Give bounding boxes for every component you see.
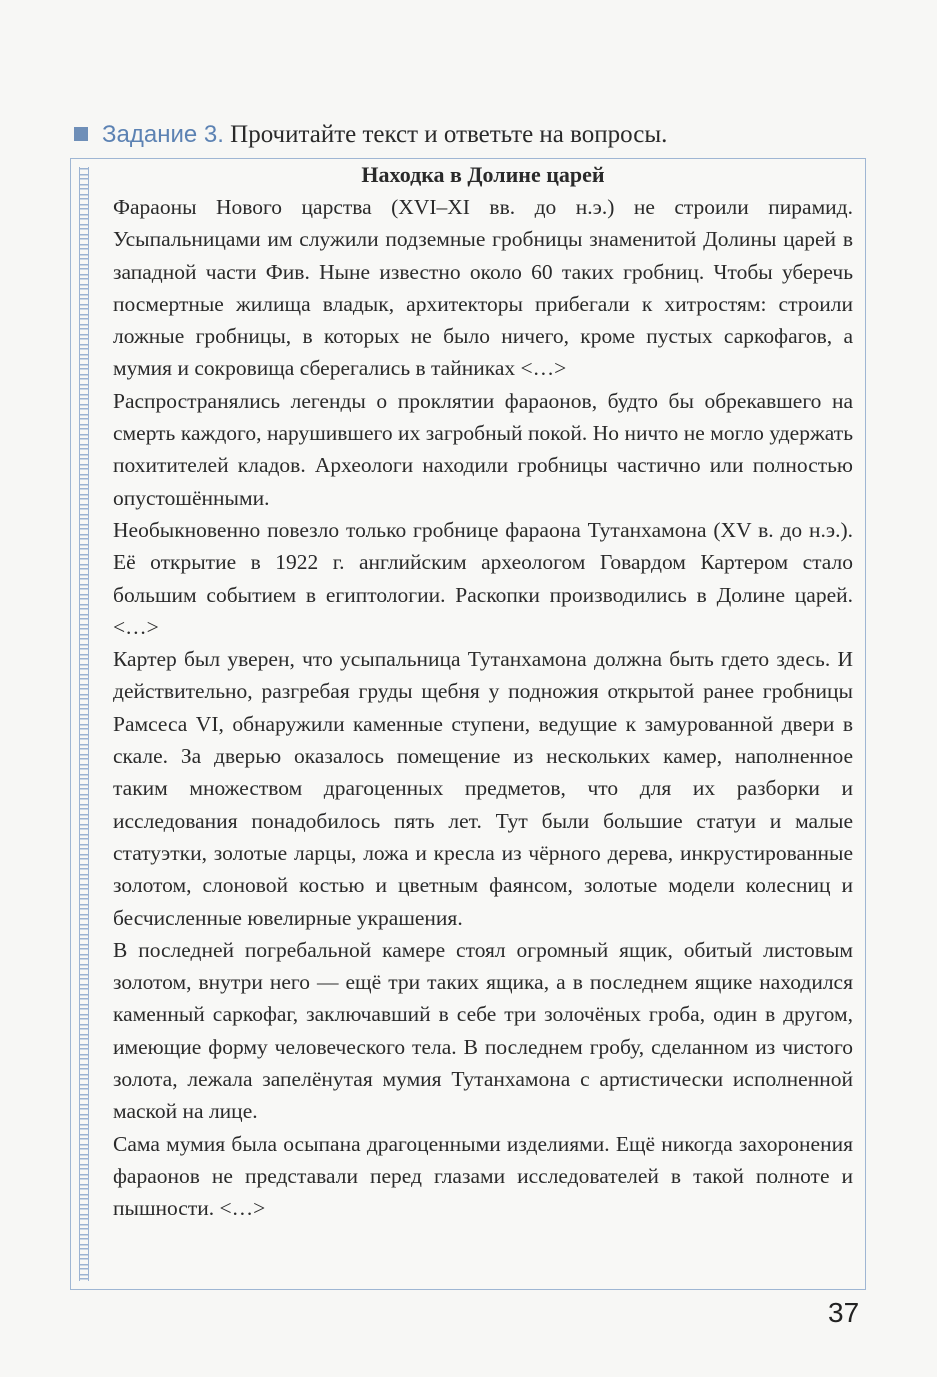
task-label: Задание 3. (102, 121, 224, 148)
task-header (74, 118, 874, 152)
decorative-border-strip (79, 167, 89, 1281)
page-number: 37 (828, 1297, 860, 1328)
article-title: Находка в Долине царей (361, 162, 605, 187)
article-paragraph-5: В последней погребальной камере стоял огромный ящик, обитый листовым золотом, внутри него — ещё три таких ящика, а в последнем ящике находился каменный саркофаг, заключавший в себе три золочёных гроба, один в другом, имеющие форму человеческого тела. В последнем гробу, сделанном из чистого золота, лежала запелёнутая мумия Тутанхамона с артистически исполненной маской на лице. (113, 937, 853, 1124)
task-bullet-icon (74, 127, 88, 141)
article-paragraph-4: Картер был уверен, что усыпальница Тутанхамона должна быть гдето здесь. И действительно, разгребая груды щебня у подножия открытой ранее гробницы Рамсеса VI, обнаружили каменные ступени, ведущие к замурованной двери в скале. За дверью оказалось помещение из нескольких камер, наполненное таким множеством драгоценных предметов, что для их разборки и исследования понадобилось пять лет. Тут были большие статуи и малые статуэтки, золотые ларцы, ложа и кресла из чёрного дерева, инкрустированные золотом, слоновой костью и цветным фаянсом, золотые модели колесниц и бесчисленные ювелирные украшения. (113, 647, 853, 930)
article (113, 161, 853, 1225)
article-paragraph-3: Необыкновенно повезло только гробнице фараона Тутанхамона (XV в. до н.э.). Её открытие в 1922 г. английским археологом Говардом Картером стало большим событием в египтологии. Раскопки производились в Долине царей. <…> (113, 517, 853, 639)
task-instruction: Прочитайте текст и ответьте на вопросы. (230, 121, 668, 148)
article-paragraph-2: Распространялись легенды о проклятии фараонов, будто бы обрекавшего на смерть каждого, нарушившего их загробный покой. Но ничто не могло удержать похитителей кладов. Археологи находили гробницы частично или полностью опустошёнными. (113, 388, 853, 510)
article-paragraph-6: Сама мумия была осыпана драгоценными изделиями. Ещё никогда захоронения фараонов не представали перед глазами исследователей в такой полноте и пышности. <…> (113, 1131, 853, 1221)
reading-panel (70, 158, 866, 1290)
article-paragraph-1: Фараоны Нового царства (XVI–XI вв. до н.э.) не строили пирамид. Усыпальницами им служили подземные гробницы знаменитой Долины царей в западной части Фив. Ныне известно около 60 таких гробниц. Чтобы уберечь посмертные жилища владык, архитекторы прибегали к хитростям: строили ложные гробницы, в которых не было ничего, кроме пустых саркофагов, а мумия и сокровища сберегались в тайниках <…> (113, 195, 853, 381)
